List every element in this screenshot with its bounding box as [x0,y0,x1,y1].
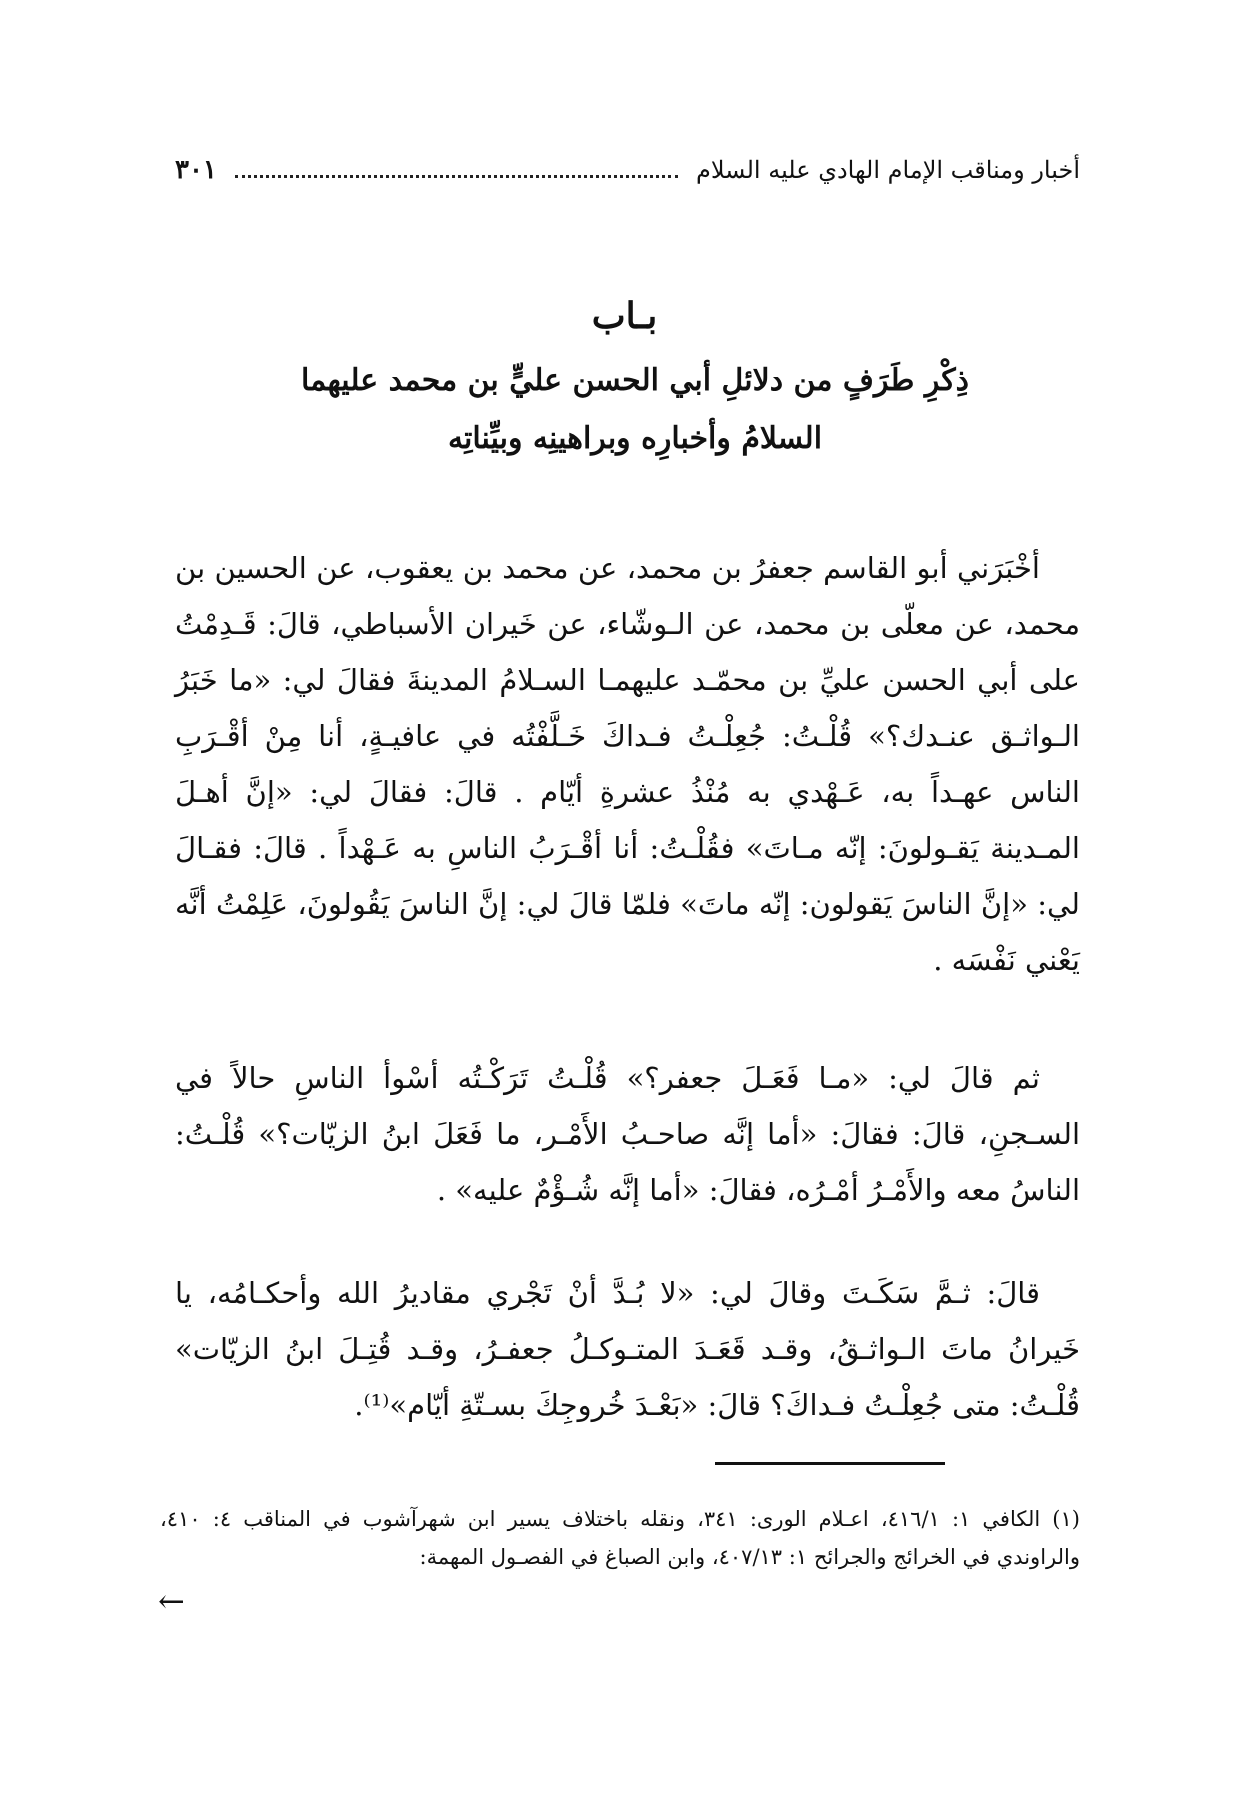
running-header [175,150,1080,190]
chapter-label: بـاب [591,295,658,337]
continuation-arrow-icon: ← [158,1582,185,1620]
paragraph-3: قالَ: ثـمَّ سَكَـتَ وقالَ لي: «لا بُـدَّ أنْ تَجْري مقاديرُ الله وأحكـامُه، يا خَيرانُ ماتَ الـواثـقُ، وقـد قَعَـدَ المتـوكـلُ جعفـرُ، وقـد قُتِـلَ ابنُ الزيّات» قُلْـتُ: متى جُعِلْـتُ فـداكَ؟ قالَ: «بَعْـدَ خُروجِكَ بسـتّةِ أيّام»⁽¹⁾. [175,1276,1080,1422]
chapter-title: ذِكْرِ طَرَفٍ من دلائلِ أبي الحسن عليٍّ بن محمد عليهما السلامُ وأخبارِه وبراهينِه وبيِّناتِه [300,363,970,456]
dot-leader [235,163,678,178]
page-number: ٣٠١ [175,155,217,185]
footnote: (١) الكافي ١: ٤١٦/١، اعـلام الورى: ٣٤١، ونقله باختلاف يسير ابن شهرآشوب في المناقب ٤: ٤١٠، والراوندي في الخرائج والجرائح ١: ٤٠٧/١٣، وابن الصباغ في الفصـول المهمة: [160,1507,1080,1569]
paragraph-1: أخْبَرَني أبو القاسم جعفرُ بن محمد، عن محمد بن يعقوب، عن الحسين بن محمد، عن معلّى بن محمد، عن الـوشّاء، عن خَيران الأسباطي، قالَ: قَـدِمْتُ على أبي الحسن عليِّ بن محمّـد عليهمـا السـلامُ المدينةَ فقالَ لي: «ما خَبَرُ الـواثـق عنـدك؟» قُلْـتُ: جُعِلْـتُ فـداكَ خَـلَّفْتُه في عافيـةٍ، أنا مِنْ أقْـرَبِ الناس عهـداً به، عَـهْدي به مُنْذُ عشرةِ أيّام . قالَ: فقالَ لي: «إنَّ أهـلَ المـدينة يَقـولونَ: إنّه مـاتَ» فقُلْـتُ: أنا أقْـرَبُ الناسِ به عَـهْداً . قالَ: فقـالَ لي: «إنَّ الناسَ يَقولون: إنّه ماتَ» فلمّا قالَ لي: إنَّ الناسَ يَقُولونَ، عَلِمْتُ أنَّه يَعْني نَفْسَه . [175,551,1080,977]
paragraph-2: ثم قالَ لي: «مـا فَعَـلَ جعفر؟» قُلْـتُ تَرَكْـتُه أسْوأ الناسِ حالاً في السـجنِ، قالَ: فقالَ: «أما إنَّه صاحـبُ الأَمْـر، ما فَعَلَ ابنُ الزيّات؟» قُلْـتُ: الناسُ معه والأَمْـرُ أمْـرُه، فقالَ: «أما إنَّه شُـؤْمٌ عليه» . [175,1061,1080,1207]
footnote-divider [715,1462,945,1465]
running-title: أخبار ومناقب الإمام الهادي عليه السلام [696,156,1080,184]
